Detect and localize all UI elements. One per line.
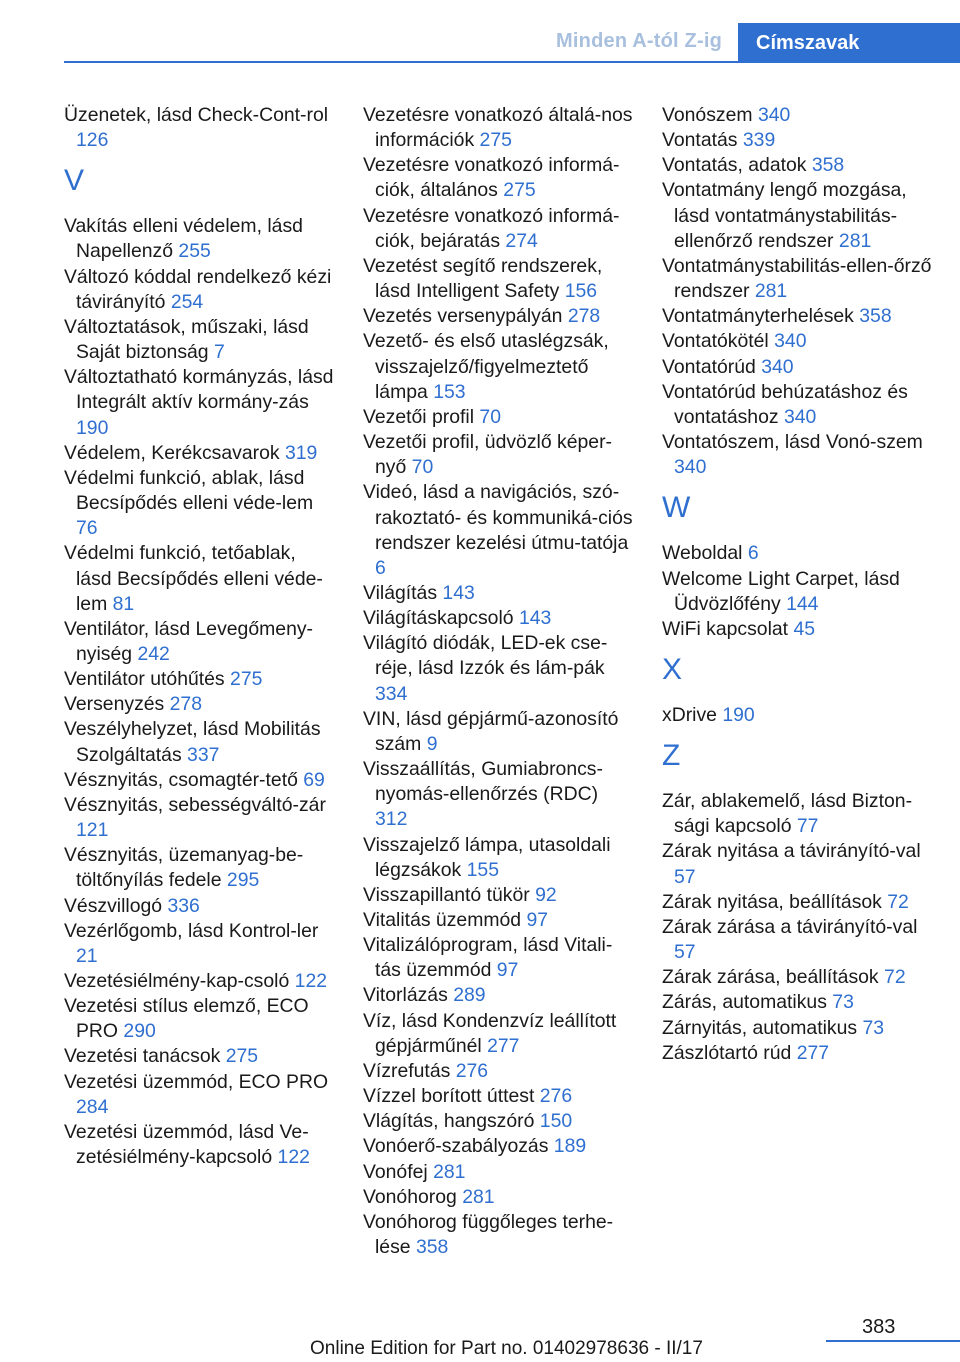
index-entry-text: Visszaállítás, Gumiabroncs-nyomás-ellenőrzés (RDC) [363, 758, 603, 806]
index-entry-text: Vakítás elleni védelem, lásd Napellenző [64, 215, 303, 263]
index-entry [363, 908, 633, 933]
index-entry [64, 793, 334, 843]
index-entry-text: Vezetői profil, üdvözlő képer‐nyő [363, 431, 612, 479]
page-reference-link[interactable]: 6 [375, 556, 386, 579]
index-entry-text: Vlágítás, hangszóró [363, 1110, 535, 1133]
index-entry [363, 1009, 633, 1059]
page-reference-link[interactable]: 189 [553, 1135, 587, 1158]
index-entry-text: Vezetői profil [363, 405, 475, 428]
index-entry-text: Visszajelző lámpa, utasoldali légzsákok [363, 833, 611, 881]
index-entry-text: Visszapillantó tükör [363, 883, 530, 906]
index-entry [64, 843, 334, 893]
index-entry-text: Változtatható kormányzás, lásd Integrált aktív kormány‐zás [64, 366, 334, 414]
page-reference-link[interactable]: 81 [112, 592, 135, 615]
index-entry [662, 541, 932, 566]
index-entry-text: Vontatószem, lásd Vonó‐szem [662, 431, 923, 454]
index-entry [363, 405, 633, 430]
index-entry [662, 178, 932, 253]
page-reference-link[interactable]: 289 [453, 984, 486, 1007]
page-reference-link[interactable]: 126 [76, 129, 109, 152]
index-entry [64, 441, 334, 466]
index-entry [64, 214, 334, 264]
index-entry [363, 1134, 633, 1159]
page-reference-link[interactable]: 97 [496, 959, 519, 982]
page-reference-link[interactable]: 70 [411, 456, 434, 479]
index-entry [64, 265, 334, 315]
index-entry-text: Vezetés versenypályán [363, 305, 563, 328]
page-reference-link[interactable]: 278 [567, 305, 601, 328]
index-entry-text: Védelmi funkció, ablak, lásd Becsípődés elleni véde‐lem [64, 466, 314, 515]
index-entry-text: Világításkapcsoló [363, 607, 514, 630]
index-entry [363, 833, 633, 883]
index-entry [363, 1160, 633, 1185]
index-entry-text: Veszélyhelyzet, lásd Mobilitás Szolgáltatás [64, 718, 321, 766]
page-reference-link[interactable]: 57 [674, 865, 696, 888]
page-reference-link[interactable]: 153 [433, 380, 466, 403]
page-reference-link[interactable]: 312 [375, 808, 408, 831]
index-entry-text: Vontatmány lengő mozgása, lásd vontatmánystabilitás-ellenőrző rendszer [662, 179, 907, 252]
page-reference-link[interactable]: 276 [539, 1085, 573, 1108]
index-entry [64, 692, 334, 717]
page-reference-link[interactable]: 275 [230, 668, 263, 691]
index-entry-text: VIN, lásd gépjármű-azonosító szám [363, 707, 619, 755]
page-reference-link[interactable]: 72 [887, 890, 909, 913]
index-entry-text: Zárak nyitása, beállítások [662, 890, 882, 913]
index-entry-text: Vésznyitás, csomagtér‐tető [64, 768, 298, 791]
index-letter-heading: W [662, 491, 691, 525]
index-entry [662, 1016, 932, 1041]
index-entry [363, 883, 633, 908]
index-entry [363, 153, 633, 203]
index-entry [363, 480, 633, 581]
page-reference-link[interactable]: 278 [169, 693, 202, 716]
page-reference-link[interactable]: 340 [783, 405, 817, 428]
index-entry-text: Vezérlőgomb, lásd Kontrol‐ler [64, 919, 319, 942]
page-reference-link[interactable]: 281 [838, 229, 872, 252]
page-reference-link[interactable]: 242 [137, 642, 170, 665]
index-entry-text: Vontatás, adatok [662, 154, 807, 177]
index-entry-text: Vitalitás üzemmód [363, 909, 522, 931]
page-reference-link[interactable]: 70 [479, 405, 501, 428]
index-entry-text: Vontatmányterhelések [662, 305, 854, 328]
page-reference-link[interactable]: 340 [774, 330, 807, 353]
index-entry [64, 617, 334, 667]
index-entry [363, 204, 633, 254]
index-entry-text: Vezetési üzemmód, ECO PRO [64, 1070, 329, 1093]
page-reference-link[interactable]: 274 [505, 229, 538, 252]
index-entry [662, 890, 932, 915]
index-entry [662, 304, 932, 329]
page-reference-link[interactable]: 358 [859, 305, 892, 328]
index-entry [662, 128, 932, 153]
index-entry-text: Zár, ablakemelő, lásd Bizton‐sági kapcsoló [662, 790, 913, 838]
index-entry [662, 380, 932, 430]
page-reference-link[interactable]: 340 [757, 104, 791, 126]
index-entry-text: Üzenetek, lásd Check-Cont‐rol [64, 104, 329, 126]
page-number-divider [826, 1340, 960, 1342]
page-reference-link[interactable]: 92 [535, 883, 557, 906]
index-entry-text: Zárnyitás, automatikus [662, 1016, 858, 1039]
index-entry-text: Weboldal [662, 542, 743, 565]
index-entry-text: Vonófej [363, 1160, 428, 1183]
page-reference-link[interactable]: 150 [539, 1110, 573, 1133]
page-reference-link[interactable]: 319 [284, 441, 318, 464]
index-entry [363, 983, 633, 1008]
page-reference-link[interactable]: 97 [526, 909, 549, 931]
index-entry [64, 1070, 334, 1120]
header-divider [64, 61, 960, 63]
index-entry [64, 768, 334, 793]
index-entry-text: Zárak zárása a távirányító‐val [662, 915, 918, 938]
page-number: 383 [862, 1316, 896, 1338]
index-entry-text: Vitorlázás [363, 984, 448, 1007]
index-entry [363, 1109, 633, 1134]
page-reference-link[interactable]: 7 [213, 341, 225, 364]
index-column-3 [662, 103, 932, 1066]
page-header [0, 23, 960, 61]
index-entry-text: Vontatórúd [662, 355, 756, 378]
index-entry [662, 789, 932, 839]
page-reference-link[interactable]: 73 [862, 1016, 885, 1039]
page-reference-link[interactable]: 155 [466, 858, 499, 881]
index-entry-text: Vésznyitás, üzemanyag-be‐töltőnyílás fedele [64, 844, 304, 892]
index-entry-text: Vonószem [662, 104, 753, 126]
index-entry [64, 667, 334, 692]
index-entry-text: Világítás [363, 581, 438, 604]
index-entry [64, 894, 334, 919]
index-entry-text: Védelmi funkció, tetőablak, lásd Becsípődés elleni véde‐lem [64, 542, 323, 615]
index-entry [363, 631, 633, 706]
index-entry-text: Versenyzés [64, 693, 165, 716]
page-reference-link[interactable]: 9 [426, 732, 438, 755]
page-reference-link[interactable]: 69 [303, 768, 325, 791]
page-reference-link[interactable]: 284 [76, 1095, 109, 1118]
index-entry [363, 1185, 633, 1210]
page-reference-link[interactable]: 358 [811, 154, 845, 177]
index-entry [662, 153, 932, 178]
index-entry-text: Ventilátor utóhűtés [64, 668, 225, 691]
index-entry [64, 103, 334, 153]
index-entry-text: Vonóhorog [363, 1185, 457, 1208]
index-entry [363, 606, 633, 631]
page-reference-link[interactable]: 336 [167, 894, 200, 917]
index-entry-text: Változó kóddal rendelkező kézi távirányító [64, 265, 332, 313]
page-reference-link[interactable]: 6 [747, 542, 759, 565]
index-entry-text: Vitalizálóprogram, lásd Vitali‐tás üzemmód [363, 934, 613, 982]
index-entry [662, 329, 932, 354]
index-entry [363, 1210, 633, 1260]
index-entry [662, 990, 932, 1015]
index-entry [64, 1044, 334, 1069]
index-entry-text: Védelem, Kerékcsavarok [64, 441, 280, 464]
index-entry [662, 915, 932, 965]
index-entry-text: Vezetési tanácsok [64, 1045, 221, 1068]
index-entry-text: Vontatókötél [662, 330, 769, 353]
index-entry [662, 703, 932, 728]
index-entry-text: Vezetésre vonatkozó általá‐nos információk [363, 104, 633, 152]
page-reference-link[interactable]: 190 [76, 416, 109, 439]
page-reference-link[interactable]: 190 [722, 703, 755, 726]
page-reference-link[interactable]: 339 [742, 129, 776, 152]
index-column-1 [64, 103, 334, 1170]
index-entry [363, 1059, 633, 1084]
index-letter-heading: Z [662, 739, 681, 773]
index-entry-text: Vezetésre vonatkozó informá‐ciók, általános [363, 154, 620, 202]
page-reference-link[interactable]: 45 [793, 617, 816, 640]
index-entry-text: xDrive [662, 703, 717, 726]
page-reference-link[interactable]: 275 [503, 179, 536, 202]
index-entry-text: Világító diódák, LED-ek cse‐réje, lásd Izzók és lám‐pák [363, 632, 608, 680]
index-entry [662, 567, 932, 617]
page-reference-link[interactable]: 276 [455, 1059, 489, 1082]
index-entry-text: Vezetésre vonatkozó informá‐ciók, bejáratás [363, 204, 620, 252]
index-entry-text: Vontatás [662, 129, 738, 152]
index-entry-text: Vészvillogó [64, 894, 163, 917]
index-entry-text: Vízrefutás [363, 1059, 451, 1082]
index-entry [363, 581, 633, 606]
index-entry [363, 329, 633, 404]
index-entry [64, 365, 334, 440]
index-entry-text: Zászlótartó rúd [662, 1041, 792, 1064]
index-entry [64, 717, 334, 767]
page-reference-link[interactable]: 76 [76, 517, 98, 540]
page-reference-link[interactable]: 255 [178, 240, 211, 263]
index-entry-text: WiFi kapcsolat [662, 617, 789, 640]
page-reference-link[interactable]: 122 [294, 970, 328, 992]
index-entry [363, 103, 633, 153]
index-entry [363, 304, 633, 329]
index-entry [363, 757, 633, 832]
index-letter-heading: X [662, 652, 683, 686]
page-reference-link[interactable]: 21 [76, 944, 98, 967]
page-reference-link[interactable]: 277 [487, 1034, 520, 1057]
page-reference-link[interactable]: 57 [674, 941, 696, 964]
index-letter-heading: V [64, 164, 85, 198]
page-reference-link[interactable]: 358 [415, 1236, 449, 1259]
page-reference-link[interactable]: 77 [796, 815, 819, 838]
index-entry [64, 969, 334, 994]
index-entry-text: Vízzel borított úttest [363, 1085, 535, 1108]
index-entry-text: Vontatórúd behúzatáshoz és vontatáshoz [662, 380, 908, 428]
index-entry-text: Vontatmánystabilitás-ellen‐őrző rendszer [662, 254, 932, 303]
index-entry-text: Welcome Light Carpet, lásd Üdvözlőfény [662, 567, 900, 615]
page-reference-link[interactable]: 143 [518, 607, 552, 630]
page-reference-link[interactable]: 290 [123, 1020, 156, 1043]
index-entry-text: Víz, lásd Kondenzvíz leállított gépjárműnél [363, 1009, 617, 1057]
index-entry [363, 933, 633, 983]
page-reference-link[interactable]: 295 [226, 869, 260, 892]
index-entry-text: Vezetést segítő rendszerek, lásd Intelligent Safety [363, 254, 603, 303]
index-entry-text: Vezetési üzemmód, lásd Ve‐zetésiélmény-kapcsoló [64, 1120, 309, 1169]
index-entry [64, 315, 334, 365]
index-entry-text: Vezetésiélmény-kap‐csoló [64, 970, 290, 992]
chapter-tab[interactable]: Címszavak [738, 23, 960, 63]
index-entry [64, 994, 334, 1044]
index-entry-text: Ventilátor, lásd Levegőmeny‐nyiség [64, 617, 314, 665]
index-entry-text: Vezetési stílus elemző, ECO PRO [64, 995, 309, 1043]
index-entry [662, 965, 932, 990]
index-entry [662, 254, 932, 304]
index-entry [363, 1084, 633, 1109]
page-reference-link[interactable]: 72 [884, 966, 906, 989]
page-reference-link[interactable]: 143 [442, 581, 475, 604]
page-reference-link[interactable]: 337 [187, 743, 220, 766]
index-entry [662, 355, 932, 380]
page-reference-link[interactable]: 73 [832, 991, 854, 1014]
index-entry-text: Vonóerő-szabályozás [363, 1135, 549, 1158]
index-entry [64, 1120, 334, 1170]
page-reference-link[interactable]: 334 [375, 682, 408, 705]
page-reference-link[interactable]: 340 [674, 456, 707, 479]
index-entry-text: Változtatások, műszaki, lásd Saját biztonság [64, 315, 309, 364]
index-entry [64, 466, 334, 541]
index-entry [662, 839, 932, 889]
page-reference-link[interactable]: 254 [170, 290, 204, 313]
index-entry-text: Vonóhorog függőleges terhe‐lése [363, 1210, 614, 1259]
page-reference-link[interactable]: 281 [433, 1160, 466, 1183]
index-entry-text: Videó, lásd a navigációs, szó‐rakoztató- és kommuniká‐ciós rendszer kezelési útmu‐tatója [363, 481, 633, 554]
footer-edition: Online Edition for Part no. 01402978636 - II/17 [310, 1338, 703, 1359]
index-entry [363, 254, 633, 304]
page-reference-link[interactable]: 275 [225, 1045, 259, 1068]
index-entry [64, 919, 334, 969]
index-entry [64, 541, 334, 616]
section-title[interactable]: Minden A-tól Z-ig [556, 30, 722, 52]
index-entry [363, 707, 633, 757]
index-entry [662, 617, 932, 642]
page-reference-link[interactable]: 275 [479, 129, 512, 152]
page-reference-link[interactable]: 144 [786, 592, 819, 615]
index-entry [662, 1041, 932, 1066]
index-entry-text: Vésznyitás, sebességváltó‐zár [64, 793, 326, 816]
index-entry-text: Zárás, automatikus [662, 991, 827, 1014]
page-reference-link[interactable]: 281 [754, 280, 788, 303]
page-reference-link[interactable]: 122 [277, 1146, 310, 1169]
index-entry-text: Zárak nyitása a távirányító‐val [662, 840, 921, 863]
page-reference-link[interactable]: 277 [796, 1041, 830, 1064]
index-entry [662, 103, 932, 128]
index-column-2 [363, 103, 633, 1260]
page-reference-link[interactable]: 281 [462, 1185, 495, 1208]
index-entry-text: Zárak zárása, beállítások [662, 966, 879, 989]
index-entry-text: Vezető- és első utaslégzsák, visszajelző/figyelmeztető lámpa [363, 330, 609, 403]
page-reference-link[interactable]: 340 [761, 355, 794, 378]
page-reference-link[interactable]: 121 [76, 819, 109, 842]
index-entry [662, 430, 932, 480]
page-reference-link[interactable]: 156 [564, 280, 598, 303]
index-entry [363, 430, 633, 480]
